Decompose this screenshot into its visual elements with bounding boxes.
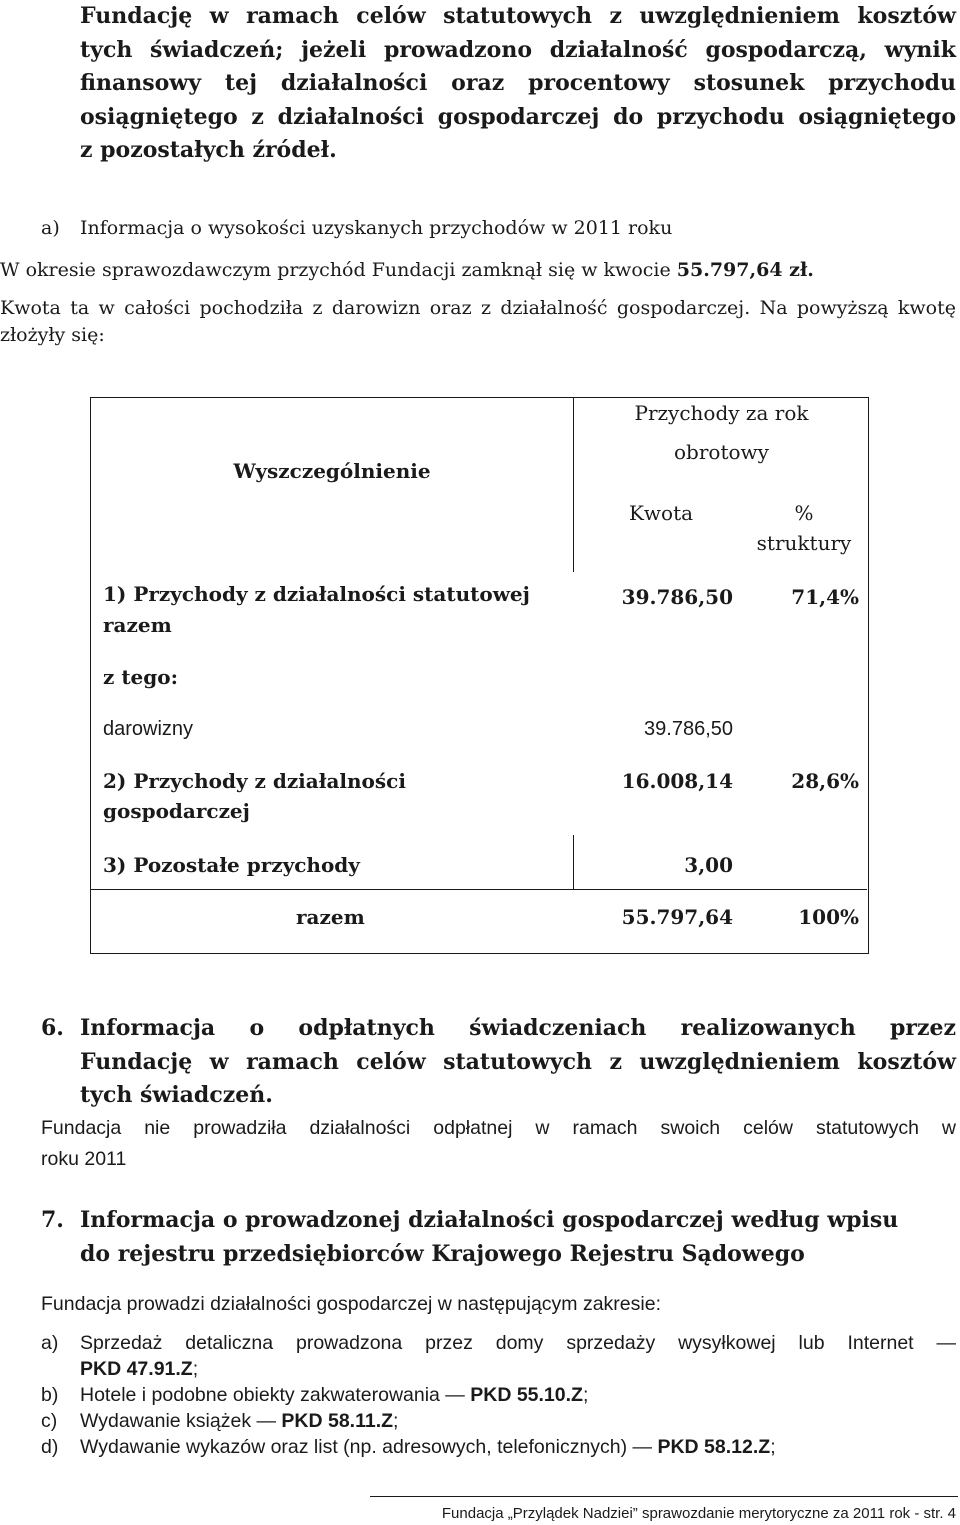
row-percent: 71,4% [791,585,859,609]
paragraph-2-line-2: złożyły się: [0,324,105,346]
header-przychody-line-2: obrotowy [674,440,769,464]
pkd-code: PKD 47.91.Z [80,1358,193,1380]
total-label: razem [296,905,365,929]
list-item-text: Wydawanie wykazów oraz list (np. adresowych, telefonicznych) — [80,1436,658,1458]
row-label: 3) Pozostałe przychody [103,853,360,877]
row-amount: 3,00 [684,853,733,877]
intro-line-1: Fundację w ramach celów statutowych z uwzględnieniem kosztów [80,3,956,29]
pkd-code: PKD 58.11.Z [281,1410,394,1432]
list-item-text: Wydawanie książek — [80,1410,282,1432]
list-item [41,1330,956,1382]
section-6-body-line-1: Fundacja nie prowadziła działalności odpłatnej w ramach swoich celów statutowych w [41,1117,956,1139]
section-7-intro: Fundacja prowadzi działalności gospodarczej w następującym zakresie: [41,1293,661,1315]
section-6-body-line-2: roku 2011 [41,1148,127,1170]
section-6-title-line-2: Fundację w ramach celów statutowych z uwzględnieniem kosztów [80,1048,956,1075]
section-6-title-line-1: Informacja o odpłatnych świadczeniach realizowanych przez [80,1015,956,1041]
header-kwota: Kwota [628,501,694,525]
total-separator [91,889,867,890]
pkd-code: PKD 58.12.Z [657,1436,771,1458]
intro-line-2: tych świadczeń; jeżeli prowadzono działalność gospodarczą, wynik [80,36,956,63]
total-percent: 100% [798,905,859,929]
row-amount: 39.786,50 [621,585,733,609]
total-amount-cell: 55.797,64 [621,905,733,929]
section-a-paragraph-1 [0,257,814,284]
row-label-continued: gospodarczej [103,799,250,823]
list-item [41,1408,956,1434]
row-percent: 28,6% [791,769,859,793]
section-6-number: 6. [41,1015,64,1041]
intro-line-5: z pozostałych źródeł. [80,137,337,163]
header-wyszczegolnienie: Wyszczególnienie [233,459,431,483]
list-suffix: ; [393,1410,399,1432]
row-amount: 39.786,50 [644,718,733,740]
list-marker: c) [41,1410,58,1432]
row-label: z tego: [103,665,178,689]
footer-rule [370,1496,958,1497]
header-przychody-line-1: Przychody za rok [634,401,809,425]
section-7-title-line-1: Informacja o prowadzonej działalności gospodarczej według wpisu [80,1207,899,1233]
list-suffix: ; [770,1436,776,1458]
list-item-line-2 [80,1356,956,1382]
page-footer: Fundacja „Przylądek Nadziei” sprawozdanie merytoryczne za 2011 rok - str. 4 [441,1505,956,1522]
section-6-body [41,1113,956,1175]
section-a-marker: a) [41,217,60,239]
row-label: darowizny [103,718,194,740]
list-marker: a) [41,1332,59,1354]
section-7-number: 7. [41,1207,64,1233]
paragraph-2-line-1: Kwota ta w całości pochodziła z darowizn oraz z działalność gospodarczej. Na powyższą kwotę [0,297,956,319]
total-amount: 55.797,64 zł. [676,259,814,281]
list-suffix: ; [192,1358,199,1380]
section-6-title-line-3: tych świadczeń. [80,1082,273,1108]
list-marker: d) [41,1436,59,1458]
section-a-paragraph-2 [0,295,956,349]
list-marker: b) [41,1384,59,1406]
list-item [41,1434,956,1460]
section-7-title [80,1204,956,1271]
row-label: 2) Przychody z działalności [103,769,406,793]
list-item-text: Hotele i podobne obiekty zakwaterowania — [80,1384,471,1406]
pkd-code: PKD 55.10.Z [470,1384,583,1406]
intro-heading [80,0,956,168]
section-7-title-line-2: do rejestru przedsiębiorców Krajowego Rejestru Sądowego [80,1240,805,1267]
activity-list [41,1330,956,1460]
header-struktury: struktury [756,531,852,555]
revenue-table [90,397,869,954]
list-suffix: ; [582,1384,589,1406]
list-item-line-1: Sprzedaż detaliczna prowadzona przez domy sprzedaży wysyłkowej lub Internet — [80,1332,956,1354]
row-label-continued: razem [103,613,172,637]
column-divider-lower [573,835,574,889]
section-6-title [80,1012,956,1113]
intro-line-3: finansowy tej działalności oraz procentowy stosunek przychodu [80,70,956,96]
paragraph-1-text: W okresie sprawozdawczym przychód Fundacji zamknął się w kwocie [0,259,677,281]
header-percent: % [794,501,814,525]
row-amount: 16.008,14 [621,769,733,793]
list-item [41,1382,956,1408]
intro-line-4: osiągniętego z działalności gospodarczej do przychodu osiągniętego [80,103,956,130]
row-label: 1) Przychody z działalności statutowej [103,582,530,606]
section-a-title: Informacja o wysokości uzyskanych przychodów w 2011 roku [80,217,673,239]
